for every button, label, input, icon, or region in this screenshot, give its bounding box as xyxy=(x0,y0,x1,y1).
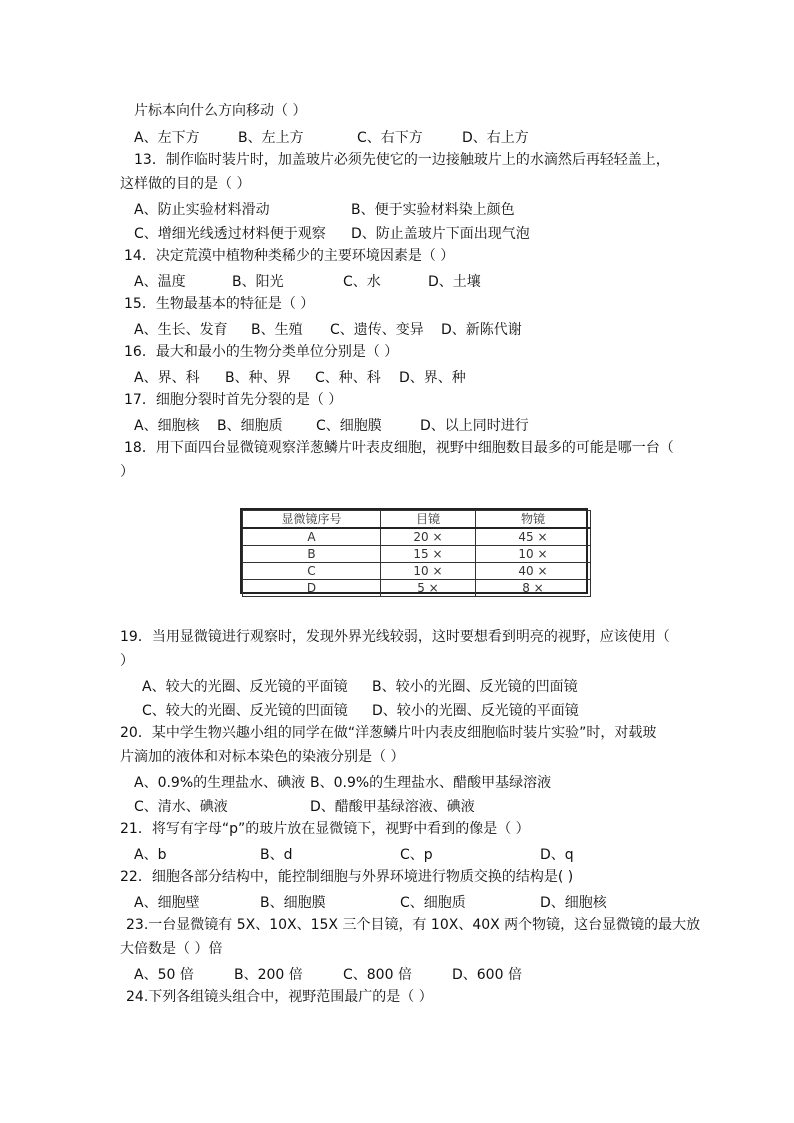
table-cell: 10 × xyxy=(476,546,591,563)
q17-option-b[interactable]: B、细胞质 xyxy=(217,418,283,434)
q16-option-b[interactable]: B、种、界 xyxy=(225,370,291,386)
q19-stem-line2: ） xyxy=(120,653,134,669)
q19-option-d[interactable]: D、较小的光圈、反光镜的平面镜 xyxy=(372,703,579,719)
q18-stem-line2: ） xyxy=(120,464,134,480)
q12-option-c[interactable]: C、右下方 xyxy=(357,130,423,146)
q15-option-b[interactable]: B、生殖 xyxy=(251,322,303,338)
table-cell: C xyxy=(243,563,381,580)
q14-option-c[interactable]: C、水 xyxy=(343,274,381,290)
q23-option-b[interactable]: B、200 倍 xyxy=(234,967,303,983)
table-row xyxy=(243,528,591,546)
q21-option-b[interactable]: B、d xyxy=(260,847,293,863)
q22-stem: 22．细胞各部分结构中，能控制细胞与外界环境进行物质交换的结构是( ) xyxy=(120,869,574,885)
microscope-table xyxy=(240,508,588,594)
table-cell: 15 × xyxy=(381,546,476,563)
q21-option-a[interactable]: A、b xyxy=(134,847,167,863)
q23-option-d[interactable]: D、600 倍 xyxy=(452,967,522,983)
q21-option-c[interactable]: C、p xyxy=(400,847,433,863)
q17-option-c[interactable]: C、细胞膜 xyxy=(316,418,382,434)
table-cell: 40 × xyxy=(476,563,591,580)
q20-option-c[interactable]: C、清水、碘液 xyxy=(134,799,228,815)
table-header-cell: 显微镜序号 xyxy=(243,511,381,529)
q23-stem-line1: 23.一台显微镜有 5X、10X、15X 三个目镜，有 10X、40X 两个物镜，这台显微镜的最大放 xyxy=(126,917,701,933)
q19-option-a[interactable]: A、较大的光圈、反光镜的平面镜 xyxy=(142,679,348,695)
q13-stem-line1: 13．制作临时装片时，加盖玻片必须先使它的一边接触玻片上的水滴然后再轻轻盖上， xyxy=(134,152,670,168)
q15-option-c[interactable]: C、遗传、变异 xyxy=(330,322,424,338)
q14-option-d[interactable]: D、土壤 xyxy=(428,274,481,290)
table-header-row xyxy=(243,511,591,529)
q15-option-d[interactable]: D、新陈代谢 xyxy=(441,322,522,338)
q20-option-a[interactable]: A、0.9%的生理盐水、碘液 xyxy=(134,775,306,791)
q22-option-d[interactable]: D、细胞核 xyxy=(540,895,607,911)
q23-option-c[interactable]: C、800 倍 xyxy=(343,967,412,983)
q12-option-d[interactable]: D、右上方 xyxy=(462,130,529,146)
q21-stem: 21．将写有字母“p”的玻片放在显微镜下，视野中看到的像是（ ） xyxy=(120,821,530,837)
q17-stem: 17．细胞分裂时首先分裂的是（ ） xyxy=(124,392,343,408)
q20-option-d[interactable]: D、醋酸甲基绿溶液、碘液 xyxy=(310,799,475,815)
table-header-cell: 物镜 xyxy=(476,511,591,529)
q18-stem-line1: 18．用下面四台显微镜观察洋葱鳞片叶表皮细胞，视野中细胞数目最多的可能是哪一台（ xyxy=(124,440,674,456)
q22-option-a[interactable]: A、细胞壁 xyxy=(134,895,200,911)
q20-option-b[interactable]: B、0.9%的生理盐水、醋酸甲基绿溶液 xyxy=(310,775,552,791)
q19-stem-line1: 19．当用显微镜进行观察时，发现外界光线较弱，这时要想看到明亮的视野，应该使用（ xyxy=(120,629,670,645)
q19-option-b[interactable]: B、较小的光圈、反光镜的凹面镜 xyxy=(372,679,578,695)
table-row xyxy=(243,563,591,580)
table-cell: 5 × xyxy=(381,580,476,597)
table-cell: 10 × xyxy=(381,563,476,580)
q20-stem-line2: 片滴加的液体和对标本染色的染液分别是（ ） xyxy=(120,749,405,765)
q16-option-c[interactable]: C、种、科 xyxy=(315,370,381,386)
q23-option-a[interactable]: A、50 倍 xyxy=(134,967,194,983)
table-row xyxy=(243,580,591,597)
q12-option-a[interactable]: A、左下方 xyxy=(134,130,200,146)
q12-stem: 片标本向什么方向移动（ ） xyxy=(134,103,307,119)
q15-option-a[interactable]: A、生长、发育 xyxy=(134,322,228,338)
q16-option-a[interactable]: A、界、科 xyxy=(134,370,200,386)
q13-option-d[interactable]: D、防止盖玻片下面出现气泡 xyxy=(351,226,530,242)
q19-option-c[interactable]: C、较大的光圈、反光镜的凹面镜 xyxy=(142,703,348,719)
table-cell: D xyxy=(243,580,381,597)
q14-stem: 14．决定荒漠中植物种类稀少的主要环境因素是（ ） xyxy=(124,248,455,264)
table-header-cell: 目镜 xyxy=(381,511,476,529)
q13-stem-line2: 这样做的目的是（ ） xyxy=(120,176,251,192)
q23-stem-line2: 大倍数是（ ）倍 xyxy=(120,941,223,957)
q16-stem: 16．最大和最小的生物分类单位分别是（ ） xyxy=(124,344,399,360)
q21-option-d[interactable]: D、q xyxy=(540,847,574,863)
q13-option-c[interactable]: C、增细光线透过材料便于观察 xyxy=(134,226,326,242)
table-cell: 45 × xyxy=(476,528,591,546)
q17-option-d[interactable]: D、以上同时进行 xyxy=(420,418,529,434)
table-row xyxy=(243,546,591,563)
q24-stem: 24.下列各组镜头组合中，视野范围最广的是（ ） xyxy=(126,989,433,1005)
q22-option-b[interactable]: B、细胞膜 xyxy=(260,895,326,911)
q20-stem-line1: 20．某中学生物兴趣小组的同学在做“洋葱鳞片叶内表皮细胞临时装片实验”时，对载玻 xyxy=(120,725,657,741)
q13-option-b[interactable]: B、便于实验材料染上颜色 xyxy=(351,202,515,218)
q14-option-a[interactable]: A、温度 xyxy=(134,274,186,290)
table-cell: B xyxy=(243,546,381,563)
q12-option-b[interactable]: B、左上方 xyxy=(238,130,304,146)
table-cell: 8 × xyxy=(476,580,591,597)
q13-option-a[interactable]: A、防止实验材料滑动 xyxy=(134,202,270,218)
q14-option-b[interactable]: B、阳光 xyxy=(232,274,284,290)
table-cell: 20 × xyxy=(381,528,476,546)
q16-option-d[interactable]: D、界、种 xyxy=(399,370,466,386)
q22-option-c[interactable]: C、细胞质 xyxy=(400,895,466,911)
table-cell: A xyxy=(243,528,381,546)
q17-option-a[interactable]: A、细胞核 xyxy=(134,418,200,434)
q15-stem: 15．生物最基本的特征是（ ） xyxy=(124,296,315,312)
